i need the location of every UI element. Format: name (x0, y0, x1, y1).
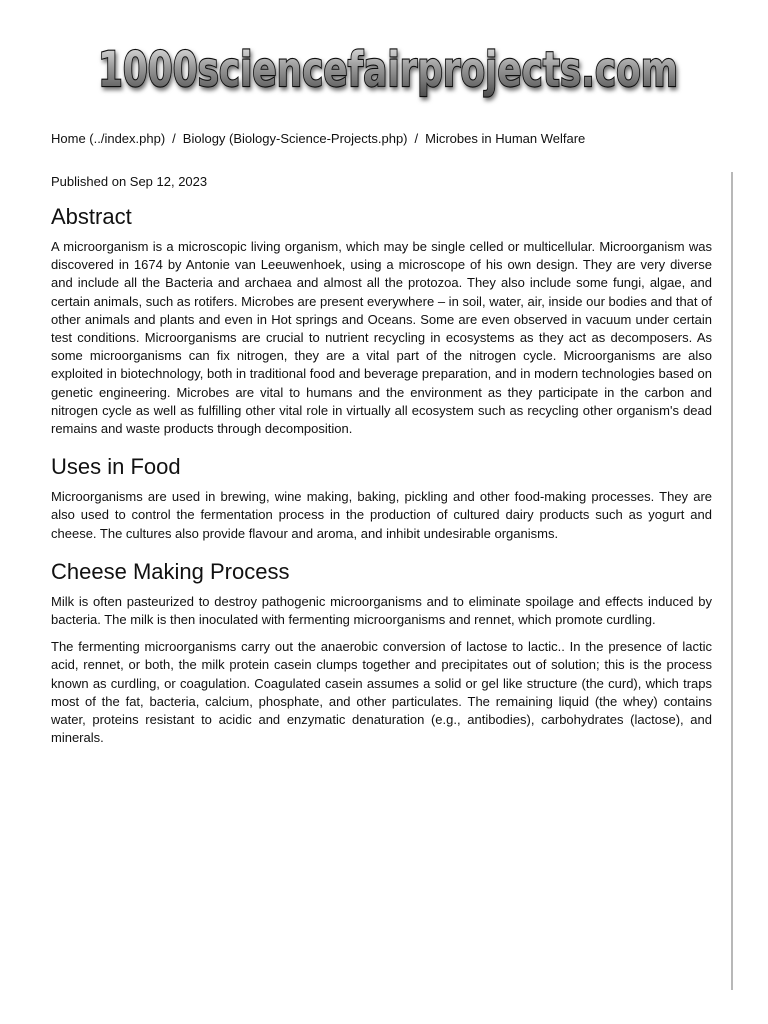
cheese-making-heading: Cheese Making Process (51, 558, 290, 584)
breadcrumb-separator: / (414, 131, 419, 146)
site-logo-graphic (88, 36, 688, 106)
breadcrumb-separator: / (172, 131, 176, 146)
article-content (51, 174, 712, 763)
cheese-making-paragraph-2: The fermenting microorganisms carry out the anaerobic conversion of lactose to lactic.. In the presence of lactic acid, rennet, or both, the milk protein casein clumps together and precipitates out of solution; this is the process known as curdling, or coagulation. Coagulated casein assumes a solid or gel like structure (the curd), which traps most of the fat, bacteria, calcium, phosphate, and other particulates. The remaining liquid (the whey) contains water, proteins resistant to acidic and enzymatic denaturation (e.g., antibodies), carbohydrates (lactose), and minerals. (51, 639, 712, 746)
abstract-heading: Abstract (51, 204, 132, 229)
abstract-section (51, 204, 712, 438)
content-right-border (731, 172, 733, 990)
published-date: Published on Sep 12, 2023 (51, 174, 208, 189)
breadcrumb-current: Microbes in Human Welfare (425, 131, 586, 146)
uses-in-food-heading: Uses in Food (51, 454, 181, 480)
cheese-making-section (51, 559, 712, 748)
uses-in-food-paragraph: Microorganisms are used in brewing, wine making, baking, pickling and other food-making processes. They are also used to control the fermentation process in the production of cultured dairy products such as yogurt and cheese. The cultures also provide flavour and aroma, and inhibit undesirable organisms. (51, 489, 712, 541)
cheese-making-paragraph-1: Milk is often pasteurized to destroy pathogenic microorganisms and to eliminate spoilage and effects induced by bacteria. The milk is then inoculated with fermenting microorganisms and rennet, which promote curdling. (51, 593, 712, 628)
site-logo-text: 1000sciencefairprojects.com (98, 42, 678, 98)
breadcrumb (51, 131, 585, 147)
site-logo[interactable] (88, 36, 688, 106)
abstract-paragraph: A microorganism is a microscopic living organism, which may be single celled or multicellular. Microorganism was discovered in 1674 by Antonie van Leeuwenhoek, using a microscope of his own design. They are very diverse and include all the Bacteria and archaea and almost all the protozoa. They also include some fungi, algae, and certain animals, such as rotifers. Microbes are present everywhere – in soil, water, air, inside our bodies and that of other animals and plants and even in Hot springs and Oceans. Some are even observed in vacuum under certain test conditions. Microorganisms are crucial to nutrient recycling in ecosystems as they act as decomposers. As some microorganisms can fix nitrogen, they are a vital part of the nitrogen cycle. Microorganisms are also exploited in biotechnology, both in traditional food and beverage preparation, and in modern technologies based on genetic engineering. Microbes are vital to humans and the environment as they participate in the carbon and nitrogen cycle as well as fulfilling other vital role in virtually all ecosystem such as recycling other organism's dead remains and waste products through decomposition. (51, 239, 712, 437)
breadcrumb-biology-link[interactable]: Biology (Biology-Science-Projects.php) (182, 131, 408, 146)
uses-in-food-section (51, 454, 712, 543)
breadcrumb-home-link[interactable]: Home (../index.php) (51, 131, 166, 146)
